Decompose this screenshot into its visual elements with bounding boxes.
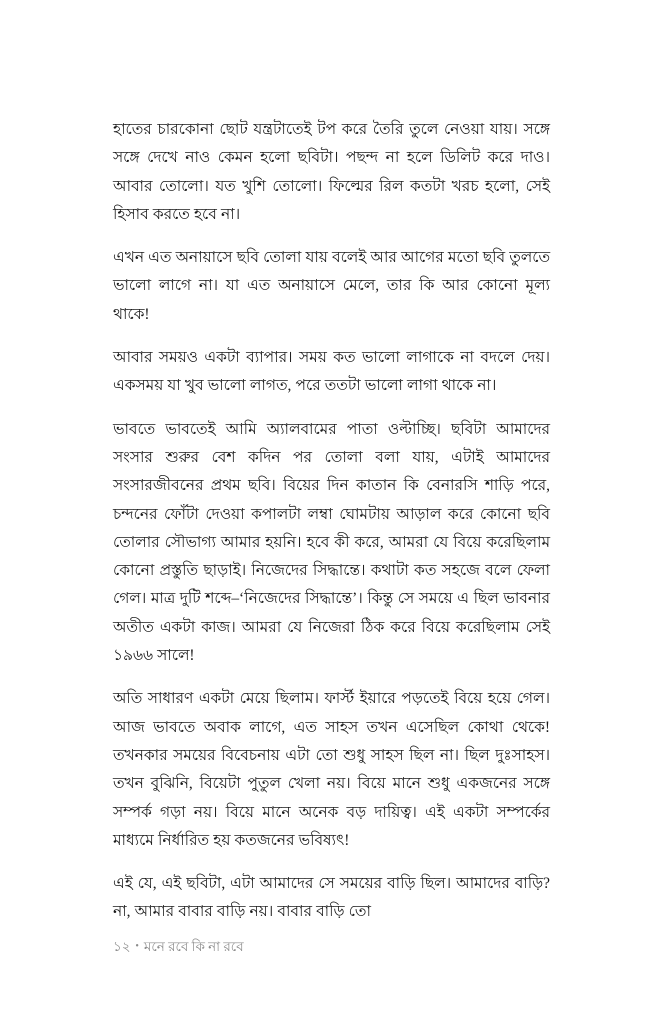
paragraph: হাতের চারকোনা ছোট যন্ত্রটাতেই টপ করে তৈরি তুলে নেওয়া যায়। সঙ্গে সঙ্গে দেখে নাও কেমন হলো ছবিটা। পছন্দ না হলে ডিলিট করে দাও। আবার তোলো। যত খুশি তোলো। ফিল্মের রিল কতটা খরচ হলো, সেই হিসাব করতে হবে না।	[113, 121, 550, 223]
bullet-separator-icon: •	[135, 941, 139, 952]
page-footer	[113, 937, 244, 959]
paragraph: আবার সময়ও একটা ব্যাপার। সময় কত ভালো লাগাকে না বদলে দেয়। একসময় যা খুব ভালো লাগত, পরে ততটা ভালো লাগা থাকে না।	[113, 349, 550, 395]
paragraph: অতি সাধারণ একটা মেয়ে ছিলাম। ফার্স্ট ইয়ারে পড়তেই বিয়ে হয়ে গেল। আজ ভাবতে অবাক লাগে, এত সাহস তখন এসেছিল কোথা থেকে! তখনকার সময়ের বিবেচনায় এটা তো শুধু সাহস ছিল না। ছিল দুঃসাহস। তখন বুঝিনি, বিয়েটা পুতুল খেলা নয়। বিয়ে মানে শুধু একজনের সঙ্গে সম্পর্ক গড়া নয়। বিয়ে মানে অনেক বড় দায়িত্ব। এই একটা সম্পর্কের মাধ্যমে নির্ধারিত হয় কতজনের ভবিষ্যৎ!	[113, 690, 550, 849]
page-number: ১২	[113, 939, 131, 954]
running-book-title: মনে রবে কি না রবে	[143, 939, 244, 954]
body-text-column	[113, 116, 550, 927]
paragraph: এই যে, এই ছবিটা, এটা আমাদের সে সময়ের বাড়ি ছিল। আমাদের বাড়ি? না, আমার বাবার বাড়ি নয়। বাবার বাড়ি তো	[113, 875, 550, 921]
paragraph: ভাবতে ভাবতেই আমি অ্যালবামের পাতা ওল্টাচ্ছি। ছবিটা আমাদের সংসার শুরুর বেশ কদিন পর তোলা বলা যায়, এটাই আমাদের সংসারজীবনের প্রথম ছবি। বিয়ের দিন কাতান কি বেনারসি শাড়ি পরে, চন্দনের ফোঁটা দেওয়া কপালটা লম্বা ঘোমটায় আড়াল করে কোনো ছবি তোলার সৌভাগ্য আমার হয়নি। হবে কী করে, আমরা যে বিয়ে করেছিলাম কোনো প্রস্তুতি ছাড়াই। নিজেদের সিদ্ধান্তে। কথাটা কত সহজে বলে ফেলা গেল। মাত্র দুটি শব্দে–‘নিজেদের সিদ্ধান্তে’। কিন্তু সে সময়ে এ ছিল ভাবনার অতীত একটা কাজ। আমরা যে নিজেরা ঠিক করে বিয়ে করেছিলাম সেই ১৯৬৬ সালে!	[113, 420, 550, 665]
paragraph: এখন এত অনায়াসে ছবি তোলা যায় বলেই আর আগের মতো ছবি তুলতে ভালো লাগে না। যা এত অনায়াসে মেলে, তার কি আর কোনো মূল্য থাকে!	[113, 249, 550, 323]
